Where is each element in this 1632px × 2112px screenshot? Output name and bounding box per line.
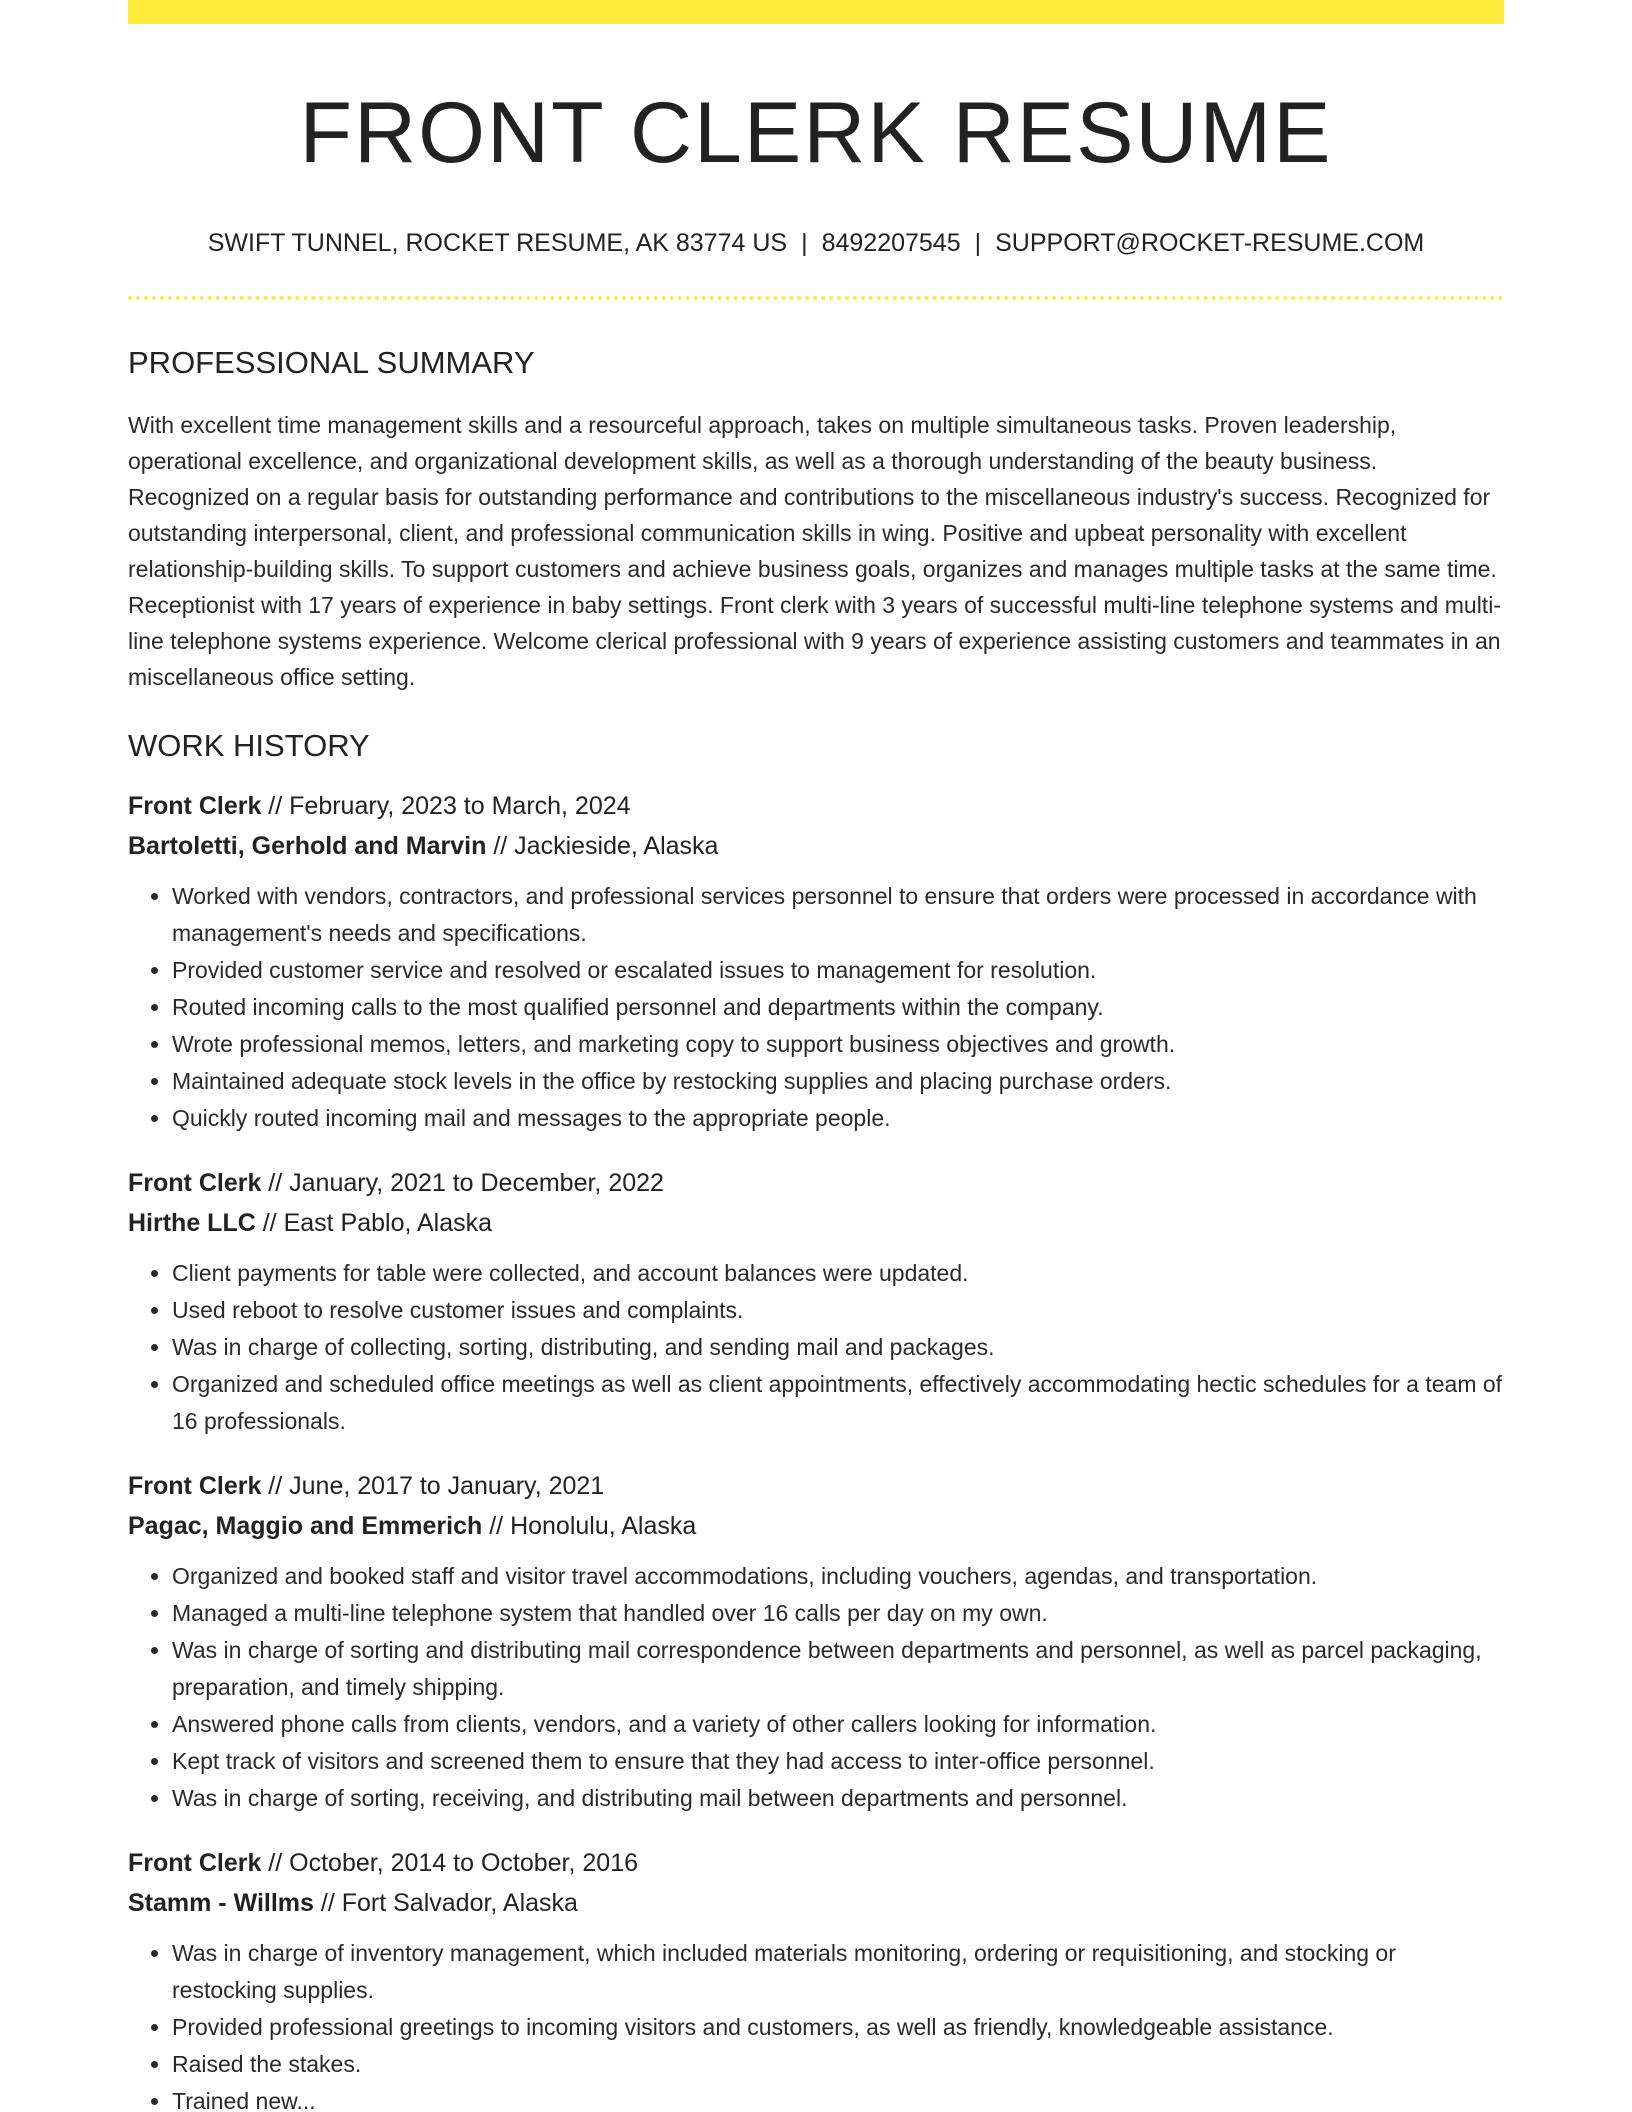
contact-email: SUPPORT@ROCKET-RESUME.COM bbox=[995, 229, 1425, 258]
job-bullet: • Provided professional greetings to incoming visitors and customers, as well as friendly, knowledgeable assistance. bbox=[172, 2009, 1504, 2046]
job-entry bbox=[128, 1466, 1504, 1817]
contact-line bbox=[128, 227, 1504, 260]
job-dates: June, 2017 to January, 2021 bbox=[289, 1472, 605, 1501]
job-bullet: • Managed a multi-line telephone system that handled over 16 calls per day on my own. bbox=[172, 1595, 1504, 1632]
work-history-list bbox=[128, 786, 1504, 2112]
job-separator: // bbox=[255, 1209, 284, 1238]
job-bullet: • Provided customer service and resolved or escalated issues to management for resolution. bbox=[172, 952, 1504, 989]
contact-separator: | bbox=[974, 229, 982, 258]
contact-address: SWIFT TUNNEL, ROCKET RESUME, AK 83774 US bbox=[207, 229, 788, 258]
job-separator: // bbox=[482, 1512, 511, 1541]
job-separator: // bbox=[261, 792, 290, 821]
job-location: Fort Salvador, Alaska bbox=[341, 1889, 578, 1918]
job-separator: // bbox=[261, 1169, 290, 1198]
job-role-line bbox=[128, 786, 1504, 826]
job-company-line bbox=[128, 1203, 1504, 1243]
job-bullet: • Quickly routed incoming mail and messages to the appropriate people. bbox=[172, 1100, 1504, 1137]
job-company: Stamm - Willms bbox=[128, 1889, 314, 1918]
job-bullet: • Wrote professional memos, letters, and marketing copy to support business objectives and growth. bbox=[172, 1026, 1504, 1063]
job-bullet: • Raised the stakes. bbox=[172, 2046, 1504, 2083]
resume-content bbox=[128, 24, 1504, 2112]
job-bullet-list bbox=[128, 1935, 1504, 2112]
job-separator: // bbox=[261, 1849, 290, 1878]
job-bullet-list bbox=[128, 1255, 1504, 1440]
job-entry bbox=[128, 1163, 1504, 1440]
job-bullet: • Organized and booked staff and visitor travel accommodations, including vouchers, agendas, and transportation. bbox=[172, 1558, 1504, 1595]
job-separator: // bbox=[486, 832, 515, 861]
job-dates: January, 2021 to December, 2022 bbox=[289, 1169, 664, 1198]
job-bullet: • Was in charge of collecting, sorting, distributing, and sending mail and packages. bbox=[172, 1329, 1504, 1366]
dotted-divider bbox=[128, 296, 1504, 300]
job-bullet: • Answered phone calls from clients, vendors, and a variety of other callers looking for information. bbox=[172, 1706, 1504, 1743]
job-dates: October, 2014 to October, 2016 bbox=[289, 1849, 639, 1878]
job-entry bbox=[128, 1843, 1504, 2112]
job-bullet-list bbox=[128, 878, 1504, 1137]
job-bullet: • Client payments for table were collected, and account balances were updated. bbox=[172, 1255, 1504, 1292]
contact-separator: | bbox=[801, 229, 808, 258]
contact-phone: 8492207545 bbox=[821, 229, 961, 258]
job-role-line bbox=[128, 1466, 1504, 1506]
job-bullet: • Worked with vendors, contractors, and professional services personnel to ensure that orders were processed in accordance with management's needs and specifications. bbox=[172, 878, 1504, 952]
job-separator: // bbox=[261, 1472, 290, 1501]
job-role: Front Clerk bbox=[128, 1472, 262, 1501]
summary-heading: PROFESSIONAL SUMMARY bbox=[128, 344, 535, 380]
job-dates: February, 2023 to March, 2024 bbox=[289, 792, 631, 821]
accent-top-bar bbox=[128, 0, 1504, 24]
summary-text: With excellent time management skills and a resourceful approach, takes on multiple simultaneous tasks. Proven leadership, operational excellence, and organizational development skills, as well as a thorough understanding of the beauty business. Recognized on a regular basis for outstanding performance and contributions to the miscellaneous industry's success. Recognized for outstanding interpersonal, client, and professional communication skills in wing. Positive and upbeat personality with excellent relationship-building skills. To support customers and achieve business goals, organizes and manages multiple tasks at the same time. Receptionist with 17 years of experience in baby settings. Front clerk with 3 years of successful multi-line telephone systems and multi-line telephone systems experience. Welcome clerical professional with 9 years of experience assisting customers and teammates in an miscellaneous office setting. bbox=[128, 411, 1501, 690]
job-bullet-list bbox=[128, 1558, 1504, 1817]
job-bullet: • Was in charge of sorting and distributing mail correspondence between departments and personnel, as well as parcel packaging, preparation, and timely shipping. bbox=[172, 1632, 1504, 1706]
work-history-heading: WORK HISTORY bbox=[128, 727, 370, 763]
job-company: Hirthe LLC bbox=[128, 1209, 256, 1238]
job-bullet: • Maintained adequate stock levels in the office by restocking supplies and placing purchase orders. bbox=[172, 1063, 1504, 1100]
job-bullet: • Organized and scheduled office meetings as well as client appointments, effectively accommodating hectic schedules for a team of 16 professionals. bbox=[172, 1366, 1504, 1440]
job-role: Front Clerk bbox=[128, 792, 262, 821]
job-bullet: • Routed incoming calls to the most qualified personnel and departments within the company. bbox=[172, 989, 1504, 1026]
job-location: Honolulu, Alaska bbox=[510, 1512, 697, 1541]
job-company: Bartoletti, Gerhold and Marvin bbox=[128, 832, 487, 861]
job-entry bbox=[128, 786, 1504, 1137]
job-location: East Pablo, Alaska bbox=[283, 1209, 493, 1238]
job-bullet: • Was in charge of inventory management, which included materials monitoring, ordering or requisitioning, and stocking or restocking supplies. bbox=[172, 1935, 1504, 2009]
job-role-line bbox=[128, 1843, 1504, 1883]
job-role: Front Clerk bbox=[128, 1849, 262, 1878]
job-company-line bbox=[128, 1883, 1504, 1923]
job-separator: // bbox=[313, 1889, 342, 1918]
job-location: Jackieside, Alaska bbox=[514, 832, 719, 861]
job-company-line bbox=[128, 826, 1504, 866]
job-bullet: • Trained new... bbox=[172, 2083, 1504, 2112]
job-company-line bbox=[128, 1506, 1504, 1546]
job-bullet: • Was in charge of sorting, receiving, and distributing mail between departments and personnel. bbox=[172, 1780, 1504, 1817]
job-role-line bbox=[128, 1163, 1504, 1203]
job-role: Front Clerk bbox=[128, 1169, 262, 1198]
job-bullet: • Used reboot to resolve customer issues and complaints. bbox=[172, 1292, 1504, 1329]
job-company: Pagac, Maggio and Emmerich bbox=[128, 1512, 483, 1541]
resume-title: FRONT CLERK RESUME bbox=[299, 85, 1333, 181]
job-bullet: • Kept track of visitors and screened them to ensure that they had access to inter-office personnel. bbox=[172, 1743, 1504, 1780]
